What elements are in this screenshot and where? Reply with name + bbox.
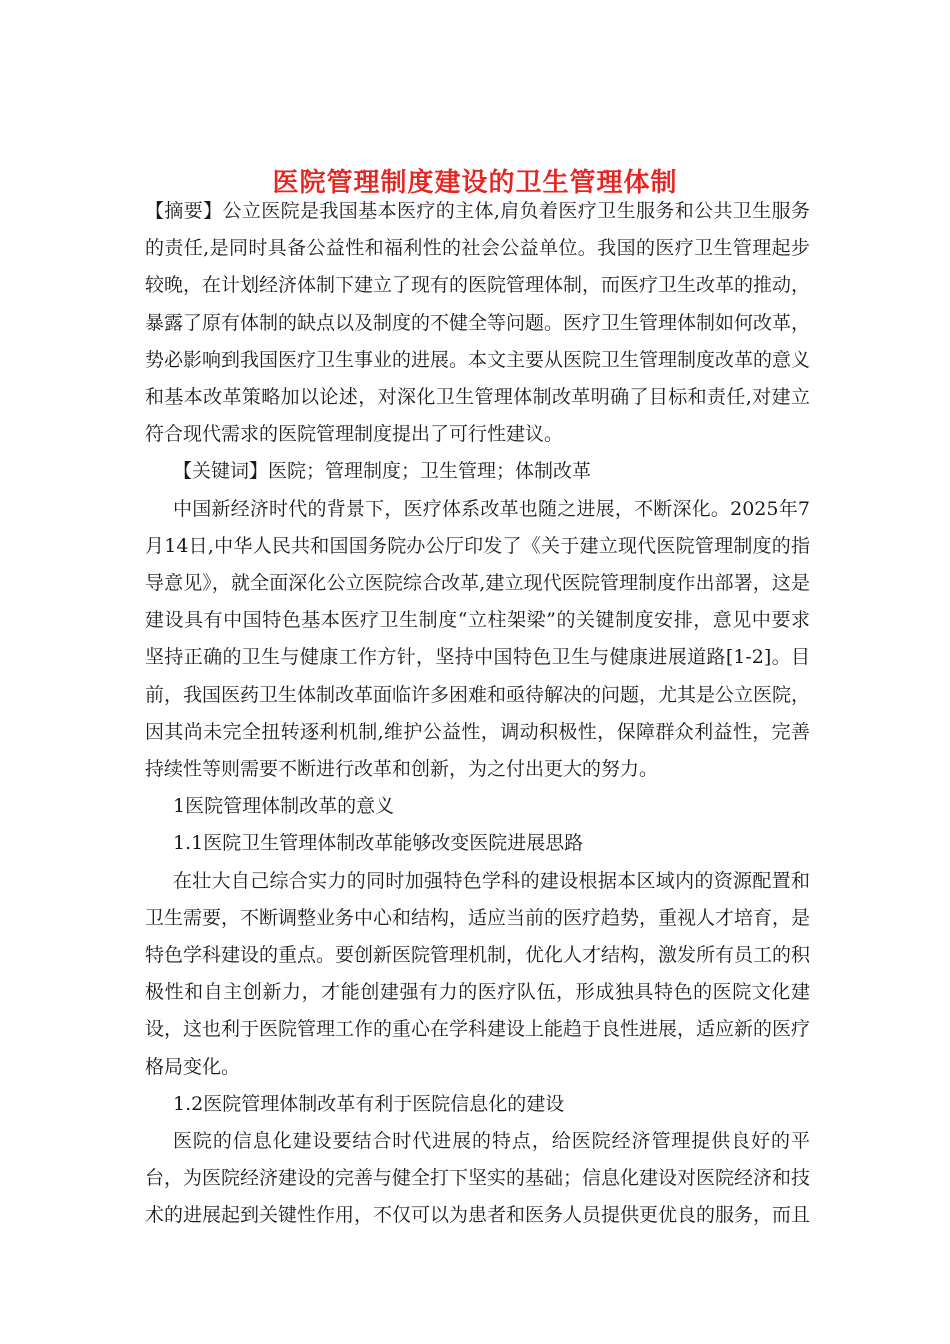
section-1-1-heading: 1.1医院卫生管理体制改革能够改变医院进展思路: [173, 832, 584, 855]
abstract-paragraph: 【摘要】公立医院是我国基本医疗的主体,肩负着医疗卫生服务和公共卫生服务的责任,是同时具备公益性和福利性的社会公益单位。我国的医疗卫生管理起步较晚，在计划经济体制下建立了现有的医院管理体制，而医疗卫生改革的推动，暴露了原有体制的缺点以及制度的不健全等问题。医疗卫生管理体制如何改革，势必影响到我国医疗卫生事业的进展。本文主要从医院卫生管理制度改革的意义和基本改革策略加以论述，对深化卫生管理体制改革明确了目标和责任,对建立符合现代需求的医院管理制度提出了可行性建议。: [145, 200, 811, 446]
section-1-heading: 1医院管理体制改革的意义: [173, 795, 395, 818]
keywords-paragraph: 【关键词】医院；管理制度；卫生管理；体制改革: [173, 460, 592, 483]
document-body: [145, 193, 810, 1235]
section-1-2-heading: 1.2医院管理体制改革有利于医院信息化的建设: [173, 1092, 565, 1115]
document-title: 医院管理制度建设的卫生管理体制: [272, 168, 678, 199]
section-1-2-paragraph: 医院的信息化建设要结合时代进展的特点，给医院经济管理提供良好的平台，为医院经济建设的完善与健全打下坚实的基础；信息化建设对医院经济和技术的进展起到关键性作用，不仅可以为患者和医务人员提供更优良的服务，而且: [145, 1130, 811, 1227]
section-1-1-paragraph: 在壮大自己综合实力的同时加强特色学科的建设根据本区域内的资源配置和卫生需要，不断调整业务中心和结构，适应当前的医疗趋势，重视人才培育，是特色学科建设的重点。要创新医院管理机制，优化人才结构，激发所有员工的积极性和自主创新力，才能创建强有力的医疗队伍，形成独具特色的医院文化建设，这也利于医院管理工作的重心在学科建设上能趋于良性进展，适应新的医疗格局变化。: [145, 869, 811, 1078]
intro-paragraph: 中国新经济时代的背景下，医疗体系改革也随之进展，不断深化。2025年7月14日,中华人民共和国国务院办公厅印发了《关于建立现代医院管理制度的指导意见》，就全面深化公立医院综合改革,建立现代医院管理制度作出部署，这是建设具有中国特色基本医疗卫生制度“立柱架梁”的关键制度安排，意见中要求坚持正确的卫生与健康工作方针，坚持中国特色卫生与健康进展道路[1-2]。目前，我国医药卫生体制改革面临许多困难和亟待解决的问题，尤其是公立医院，因其尚未完全扭转逐利机制,维护公益性，调动积极性，保障群众利益性，完善持续性等则需要不断进行改革和创新，为之付出更大的努力。: [145, 497, 811, 781]
